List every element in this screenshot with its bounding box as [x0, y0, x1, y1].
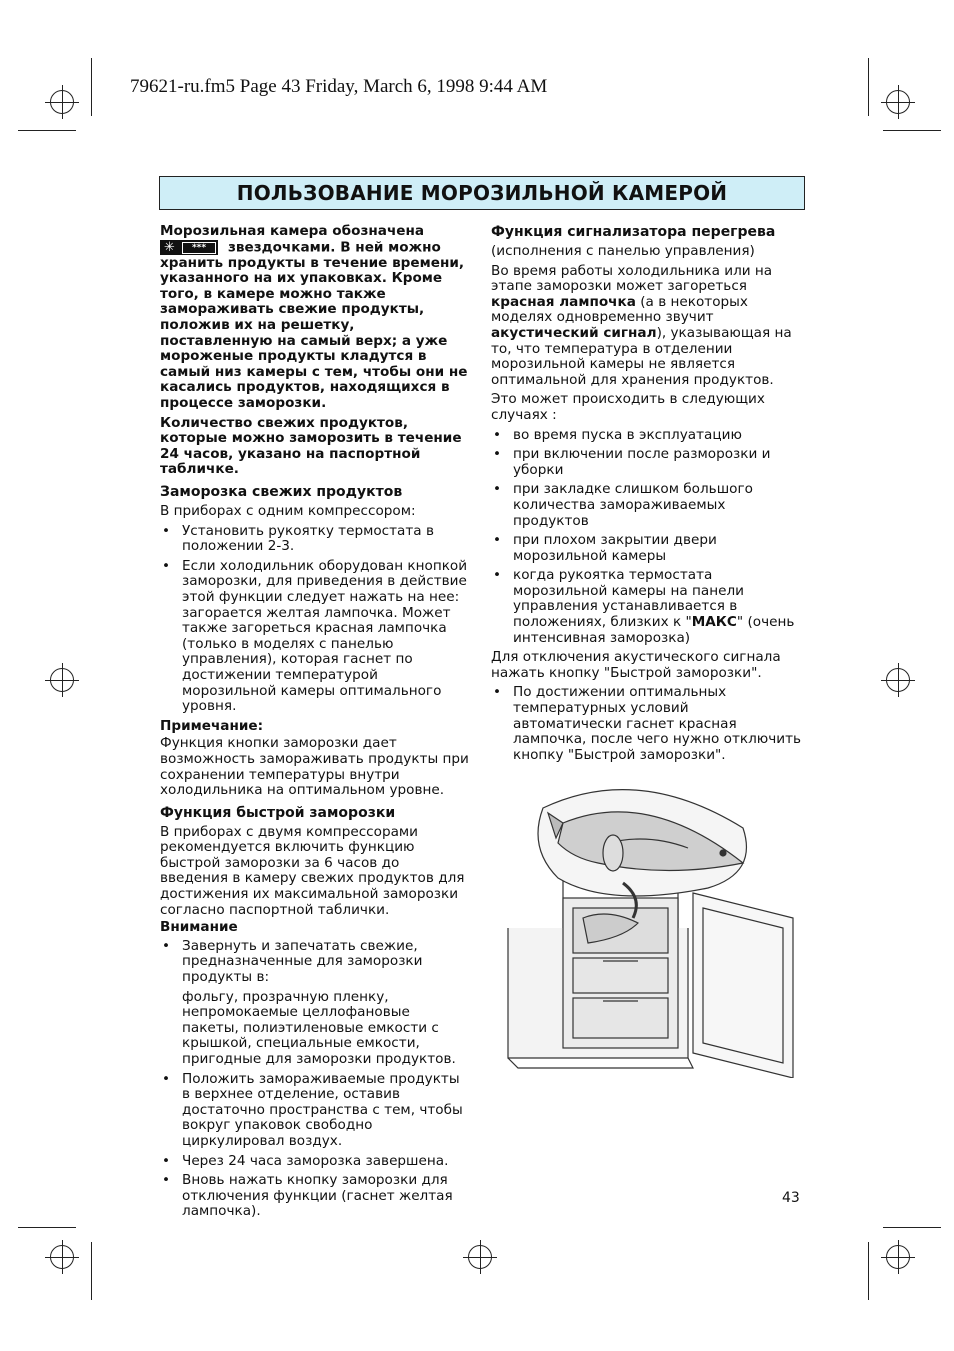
- crop-mark: [91, 58, 92, 116]
- list-item: • Установить рукоятку термостата в положении 2-3.: [160, 524, 470, 555]
- crop-mark: [883, 1227, 941, 1228]
- crop-mark: [18, 130, 76, 131]
- list-item: • при включении после разморозки и уборки: [491, 447, 801, 478]
- registration-mark-icon: [886, 1245, 910, 1269]
- left-column: [160, 224, 470, 1224]
- registration-mark-icon: [50, 90, 74, 114]
- freezer-stars-icon: ✳ ***: [160, 240, 218, 255]
- cases-intro: Это может происходить в следующих случаях :: [491, 391, 765, 423]
- list-item: • во время пуска в эксплуатацию: [491, 428, 801, 444]
- crop-mark: [868, 58, 869, 116]
- right-column: [491, 224, 801, 767]
- heading-fresh-freezing: Заморозка свежих продуктов: [160, 484, 403, 500]
- heading-quick-freeze: Функция быстрой заморозки: [160, 804, 396, 821]
- list-item: • По достижении оптимальных температурных условий автоматически гаснет красная лампочка, после чего нужно отключить кнопку "Быстрой заморозки".: [491, 685, 801, 763]
- page-title: ПОЛЬЗОВАНИЕ МОРОЗИЛЬНОЙ КАМЕРОЙ: [159, 176, 805, 210]
- registration-mark-icon: [886, 90, 910, 114]
- fresh-list: [160, 524, 470, 715]
- registration-mark-icon: [468, 1245, 492, 1269]
- list-item: • Завернуть и запечатать свежие, предназначенные для заморозки продукты в:: [160, 939, 470, 986]
- attention-label: Внимание: [160, 919, 238, 936]
- alarm-off-text: Для отключения акустического сигнала нажать кнопку "Быстрой заморозки".: [491, 649, 781, 681]
- page-number: 43: [782, 1190, 800, 1206]
- fresh-intro: В приборах с одним компрессором:: [160, 503, 416, 519]
- fridge-fish-illustration: [488, 768, 808, 1078]
- capacity-paragraph: Количество свежих продуктов, которые можно заморозить в течение 24 часов, указано на паспортной табличке.: [160, 414, 462, 478]
- cases-list: [491, 428, 801, 647]
- registration-mark-icon: [50, 668, 74, 692]
- note-text: Функция кнопки заморозки дает возможность замораживать продукты при сохранении температуры внутри холодильника на оптимальном уровне.: [160, 735, 469, 799]
- registration-mark-icon: [886, 668, 910, 692]
- registration-mark-icon: [50, 1245, 74, 1269]
- alarm-off-list: [491, 685, 801, 763]
- attention-list: [160, 939, 470, 986]
- alarm-subtitle: (исполнения с панелью управления): [491, 243, 755, 259]
- crop-mark: [883, 130, 941, 131]
- list-item: • Положить замораживаемые продукты в верхнее отделение, оставив достаточно пространства с тем, чтобы вокруг упаковок свободно циркулировал воздух.: [160, 1072, 470, 1150]
- file-header: 79621-ru.fm5 Page 43 Friday, March 6, 1998 9:44 AM: [130, 76, 548, 97]
- list-item: • когда рукоятка термостата морозильной камеры на панели управления устанавливается в положениях, близких к "МАКС" (очень интенсивная заморозка): [491, 568, 801, 646]
- quick-text: В приборах с двумя компрессорами рекомендуется включить функцию быстрой заморозки за 6 часов до введения в камеру свежих продуктов для достижения их максимальной заморозки согласно паспортной таблички.: [160, 823, 465, 918]
- crop-mark: [91, 1242, 92, 1300]
- list-item: • Вновь нажать кнопку заморозки для отключения функции (гаснет желтая лампочка).: [160, 1173, 470, 1220]
- wrap-materials: фольгу, прозрачную пленку, непромокаемые целлофановые пакеты, полиэтиленовые емкости с крышкой, специальные емкости, пригодные для заморозки продуктов.: [182, 988, 456, 1067]
- intro-paragraph: Морозильная камера обозначена ✳ *** звездочками. В ней можно хранить продукты в течение времени, указанного на их упаковках. Кроме того, в камере можно также замораживать свежие продукты, положив их на решетку, поставленную на самый верх; а уже мороженые продукты кладутся в самый низ камеры с тем, чтобы они не касались продуктов, находящихся в процессе заморозки.: [160, 223, 468, 412]
- crop-mark: [18, 1227, 76, 1228]
- list-item: • Если холодильник оборудован кнопкой заморозки, для приведения в действие этой функции следует нажать на нее: загорается желтая лампочка. Может также загореться красная лампочка (только в моделях с панелью управления), которая гаснет по достижении температурой морозильной камеры оптимального уровня.: [160, 559, 470, 715]
- heading-overheat-alarm: Функция сигнализатора перегрева: [491, 224, 776, 240]
- list-item: • при закладке слишком большого количества замораживаемых продуктов: [491, 482, 801, 529]
- attention-list-2: [160, 1072, 470, 1220]
- note-label: Примечание:: [160, 717, 264, 734]
- list-item: • Через 24 часа заморозка завершена.: [160, 1154, 470, 1170]
- alarm-paragraph: Во время работы холодильника или на этапе заморозки может загореться красная лампочка (а в некоторых моделях одновременно звучит акустический сигнал), указывающая на то, что температура в отделении морозильной камеры не является оптимальной для хранения продуктов.: [491, 262, 792, 388]
- crop-mark: [868, 1242, 869, 1300]
- list-item: • при плохом закрытии двери морозильной камеры: [491, 533, 801, 564]
